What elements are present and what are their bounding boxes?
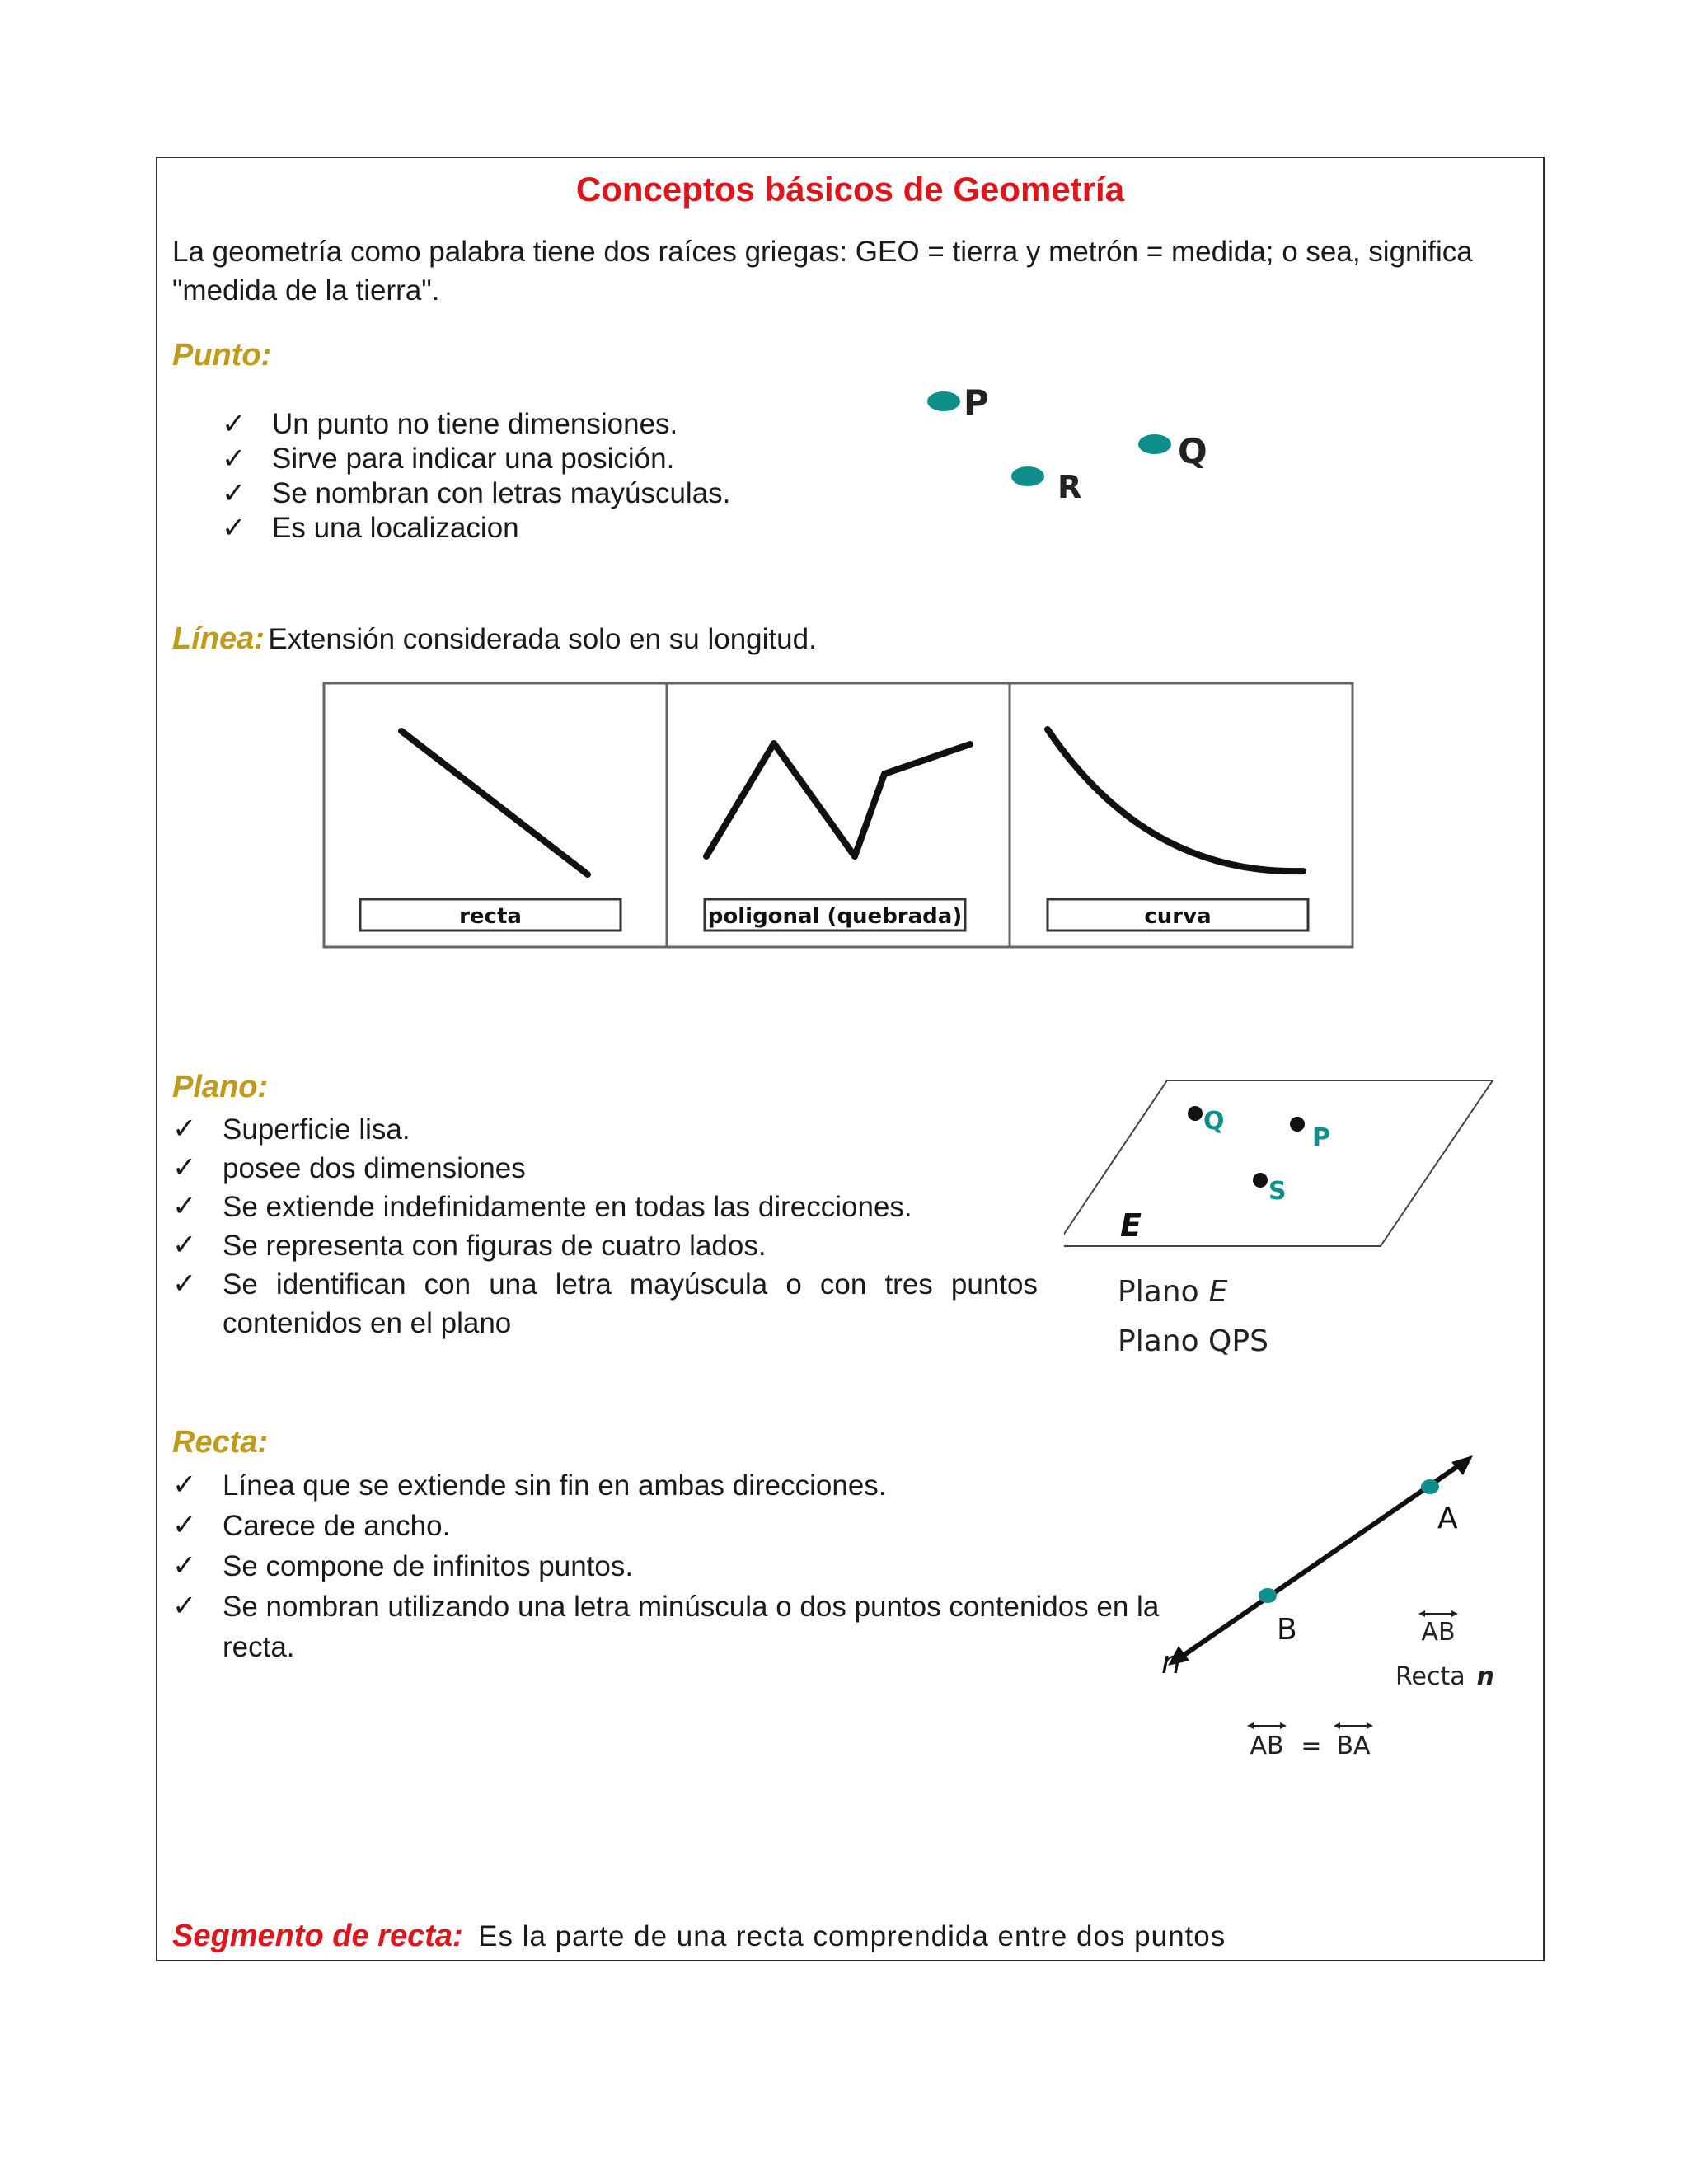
check-icon: ✓ xyxy=(172,1590,197,1623)
point-p-label: P xyxy=(964,382,989,423)
point-s-dot xyxy=(1253,1173,1268,1188)
punto-heading: Punto: xyxy=(172,338,272,373)
list-item: ✓ Se extiende indefinidamente en todas las direcciones. xyxy=(172,1188,1038,1226)
punto-list xyxy=(222,407,730,546)
list-item: ✓ Sirve para indicar una posición. xyxy=(222,443,675,476)
check-icon: ✓ xyxy=(222,408,246,441)
point-r-dot xyxy=(1011,466,1044,486)
eq-right: BA xyxy=(1336,1732,1371,1760)
arrow-left-icon xyxy=(1418,1610,1425,1617)
segmento-heading: Segmento de recta: xyxy=(172,1919,463,1953)
list-item: ✓ Superficie lisa. xyxy=(172,1110,1038,1149)
curved-line xyxy=(1048,729,1303,871)
linea-text: Extensión considerada solo en su longitud. xyxy=(268,623,817,655)
polygonal-line xyxy=(706,743,970,856)
point-p-dot xyxy=(927,391,960,411)
check-icon: ✓ xyxy=(222,443,246,476)
recta-heading: Recta: xyxy=(172,1425,269,1460)
check-icon: ✓ xyxy=(172,1469,197,1502)
check-icon: ✓ xyxy=(172,1151,197,1184)
recta-caption: Recta n xyxy=(1395,1662,1494,1691)
point-b-label: B xyxy=(1277,1613,1297,1647)
line-name-label: n xyxy=(1161,1644,1182,1680)
eq-sign: = xyxy=(1301,1732,1322,1760)
label-curva: curva xyxy=(1144,904,1212,929)
line-types-diagram xyxy=(322,682,1361,954)
arrow-left-icon xyxy=(1334,1722,1340,1729)
point-q-label: Q xyxy=(1178,431,1207,471)
check-icon: ✓ xyxy=(222,477,246,510)
list-item: ✓ Carece de ancho. xyxy=(172,1506,1161,1546)
linea-heading: Línea: xyxy=(172,621,265,656)
point-p-label: P xyxy=(1312,1123,1330,1152)
list-item: ✓ posee dos dimensiones xyxy=(172,1149,1038,1188)
point-q-dot xyxy=(1188,1106,1203,1121)
point-a-label: A xyxy=(1437,1502,1458,1535)
straight-line xyxy=(401,731,588,874)
point-a-dot xyxy=(1421,1479,1439,1494)
label-recta: recta xyxy=(459,904,522,929)
recta-list xyxy=(172,1465,1161,1667)
list-item: ✓ Se nombran utilizando una letra minúscula o dos puntos contenidos en la recta. xyxy=(172,1586,1161,1667)
check-icon: ✓ xyxy=(172,1268,197,1301)
arrow-left-icon xyxy=(1247,1722,1254,1729)
check-icon: ✓ xyxy=(172,1113,197,1146)
list-item: ✓ Se nombran con letras mayúsculas. xyxy=(222,477,731,510)
segmento-line xyxy=(172,1919,1226,1954)
content-frame xyxy=(156,157,1545,1961)
check-icon: ✓ xyxy=(172,1549,197,1582)
list-item: ✓ Se compone de infinitos puntos. xyxy=(172,1546,1161,1586)
line-diagram xyxy=(1146,1452,1542,1782)
plane-letter: E xyxy=(1120,1207,1142,1244)
list-item: ✓ Se identifican con una letra mayúscula o con tres puntos contenidos en el plano xyxy=(172,1265,1038,1343)
check-icon: ✓ xyxy=(172,1229,197,1262)
point-r-label: R xyxy=(1057,469,1082,504)
plane-caption-1: Plano E xyxy=(1118,1275,1228,1309)
point-b-dot xyxy=(1259,1588,1277,1603)
list-item: ✓ Línea que se extiende sin fin en ambas direcciones. xyxy=(172,1465,1161,1506)
list-item: ✓ Es una localizacion xyxy=(222,512,519,545)
linea-line xyxy=(172,621,817,657)
plane-caption-2: Plano QPS xyxy=(1118,1324,1268,1358)
list-item: ✓ Se representa con figuras de cuatro lados. xyxy=(172,1226,1038,1265)
arrow-up-icon xyxy=(1451,1455,1473,1475)
page-title: Conceptos básicos de Geometría xyxy=(575,170,1125,209)
eq-left: AB xyxy=(1250,1732,1284,1760)
check-icon: ✓ xyxy=(222,512,246,545)
arrow-right-icon xyxy=(1280,1722,1287,1729)
check-icon: ✓ xyxy=(172,1190,197,1223)
plano-heading: Plano: xyxy=(172,1070,269,1104)
segmento-text: Es la parte de una recta comprendida entre dos puntos xyxy=(478,1920,1226,1952)
point-p-dot xyxy=(1290,1117,1305,1132)
notation-ab: AB xyxy=(1421,1618,1456,1647)
check-icon: ✓ xyxy=(172,1509,197,1542)
intro-paragraph: La geometría como palabra tiene dos raíces griegas: GEO = tierra y metrón = medida; o sea, significa "medida de la tierra". xyxy=(172,236,1473,307)
points-diagram xyxy=(916,381,1328,504)
label-poligonal: poligonal (quebrada) xyxy=(707,904,963,929)
point-s-label: S xyxy=(1268,1177,1287,1206)
plano-list xyxy=(172,1110,1038,1343)
arrow-right-icon xyxy=(1451,1610,1458,1617)
point-q-label: Q xyxy=(1203,1107,1225,1136)
arrow-right-icon xyxy=(1367,1722,1373,1729)
point-q-dot xyxy=(1138,434,1171,454)
list-item: ✓ Un punto no tiene dimensiones. xyxy=(222,408,678,441)
